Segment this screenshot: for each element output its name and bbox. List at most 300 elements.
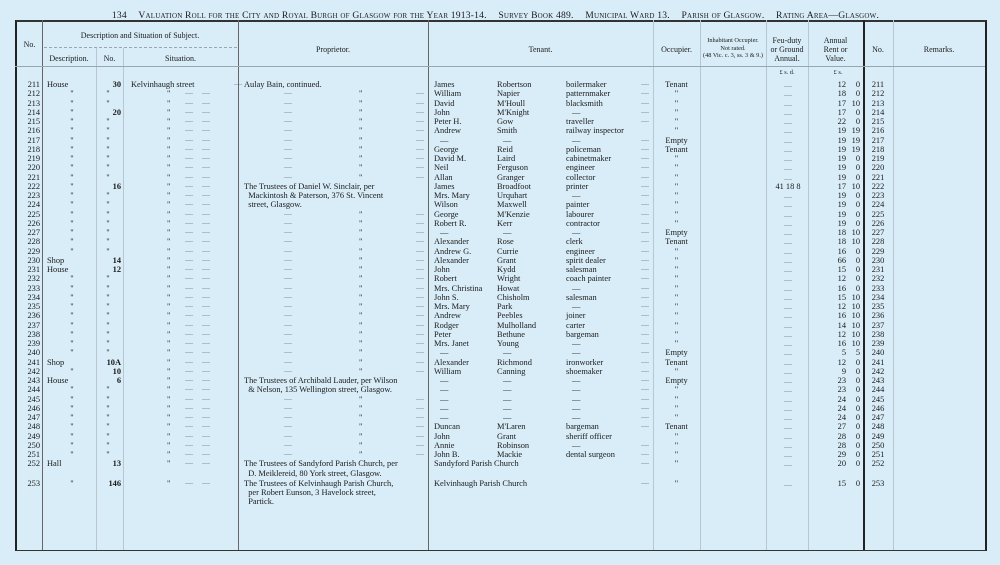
table-row xyxy=(15,302,985,311)
rent-pounds: 29 xyxy=(837,450,846,459)
situation-text: " xyxy=(167,135,171,145)
entry-number-right: 223 xyxy=(871,191,885,200)
situation-text: " xyxy=(167,348,171,358)
proprietor-text: " xyxy=(359,265,363,274)
occupier: " xyxy=(674,366,679,376)
entry-number-right: 217 xyxy=(871,135,885,145)
feu-duty-blank: ․․․․ xyxy=(783,360,793,367)
tenant-surname: Broadfoot xyxy=(497,181,531,191)
rent-pounds: 17 xyxy=(837,107,846,117)
tenant-occupation: — ․․․․ xyxy=(566,191,652,200)
rent-pounds: 16 xyxy=(837,283,846,293)
tenant-occupation: shoemaker ․․․․ xyxy=(566,367,646,376)
occupier: Tenant xyxy=(665,357,688,367)
rating-area: Rating Area—Glasgow. xyxy=(776,10,880,21)
tenant-occupation: policeman ․․․․ xyxy=(566,145,646,154)
entry-number: 240 xyxy=(27,348,40,358)
proprietor: The Trustees of Daniel W. Sinclair, per xyxy=(244,181,375,191)
feu-duty-blank: ․․․․ xyxy=(783,388,793,395)
proprietor: per Robert Eunson, 3 Havelock street, xyxy=(244,488,376,497)
street-number: " xyxy=(106,218,110,228)
table-row xyxy=(15,136,985,145)
entry-number-right: 211 xyxy=(871,80,885,89)
entry-number-right: 250 xyxy=(871,440,885,450)
description: " xyxy=(70,292,74,302)
rent-pounds: 24 xyxy=(837,403,846,413)
rent-shillings: 0 xyxy=(855,163,860,173)
tenant-forename: Andrew xyxy=(434,126,461,136)
rent-pounds: 14 xyxy=(837,320,846,330)
feu-duty-blank: ․․․․ xyxy=(783,351,793,358)
description: " xyxy=(70,394,74,404)
occupier: Tenant xyxy=(665,237,688,247)
rent-pounds: 22 xyxy=(837,117,846,126)
occupier: " xyxy=(674,117,679,126)
tenant-forename: Peter H. xyxy=(434,117,462,126)
occupier: " xyxy=(674,450,679,459)
tenant-forename: William xyxy=(434,366,462,376)
rent-pounds: 18 xyxy=(837,237,846,247)
rent-pounds: 19 xyxy=(837,144,846,154)
table-row xyxy=(15,117,985,126)
tenant-forename: Rodger xyxy=(434,320,459,330)
street-number: " xyxy=(106,283,110,293)
tenant-surname: — xyxy=(503,348,512,358)
situation-text: " xyxy=(167,181,171,191)
tenant-occupation: patternmaker ․․․․ xyxy=(566,89,646,98)
situation-text: " xyxy=(167,376,171,385)
situation-text: " xyxy=(167,163,171,173)
situation-text: " xyxy=(167,274,171,284)
situation-text: " xyxy=(167,237,171,247)
rent-shillings: 10 xyxy=(851,311,860,321)
tenant-occupation: — ․․․․ xyxy=(566,348,652,357)
entry-number: 251 xyxy=(27,450,40,459)
occupier: " xyxy=(674,339,679,348)
col-no: No. xyxy=(23,40,36,49)
entry-number: 252 xyxy=(27,459,40,469)
situation-text: " xyxy=(167,357,171,367)
tenant-forename: Alexander xyxy=(434,357,469,367)
street-number: 6 xyxy=(116,376,121,385)
entry-number: 225 xyxy=(27,209,40,219)
description: " xyxy=(70,98,74,108)
table-row xyxy=(15,163,985,172)
entry-number: 244 xyxy=(27,385,40,395)
street-number: " xyxy=(106,311,110,321)
table-row xyxy=(15,274,985,283)
street-number: " xyxy=(106,246,110,256)
feu-duty-blank: ․․․․ xyxy=(783,83,793,89)
proprietor-text: " xyxy=(359,366,363,376)
table-row xyxy=(15,191,985,200)
tenant-forename: — xyxy=(440,376,449,385)
tenant-forename: Allan xyxy=(434,172,453,182)
occupier: " xyxy=(674,403,679,413)
table-row xyxy=(15,247,985,256)
col-inhabitant-line: Not rated. xyxy=(720,44,746,52)
occupier: " xyxy=(674,107,679,117)
description: " xyxy=(70,163,74,173)
rent-shillings: 0 xyxy=(855,478,860,488)
col-feu-duty xyxy=(766,36,808,63)
proprietor-text: " xyxy=(359,237,363,247)
table-row xyxy=(15,488,985,497)
description: " xyxy=(70,440,74,450)
street-number: 10 xyxy=(112,366,121,376)
col-annual-rent xyxy=(808,36,863,63)
tenant-surname: — xyxy=(503,403,512,413)
proprietor-text: " xyxy=(359,209,363,219)
street-number: " xyxy=(106,172,110,182)
feu-duty-blank: ․․․․ xyxy=(783,379,793,385)
tenant-surname: Kerr xyxy=(497,218,513,228)
table-row xyxy=(15,376,985,385)
tenant-surname: Mulholland xyxy=(497,320,537,330)
table-row xyxy=(15,339,985,348)
rent-pounds: 23 xyxy=(837,385,846,395)
table-row xyxy=(15,497,985,506)
tenant-surname: Ferguson xyxy=(497,163,529,173)
rent-shillings: 0 xyxy=(855,107,860,117)
tenant-surname: Mackie xyxy=(497,450,523,459)
proprietor-text: " xyxy=(359,107,363,117)
description: " xyxy=(70,246,74,256)
tenant-forename: Mrs. Mary xyxy=(434,191,470,200)
tenant-occupation: blacksmith ․․․․ xyxy=(566,99,646,108)
table-row xyxy=(15,311,985,320)
rent-pounds: 28 xyxy=(837,440,846,450)
entry-number-right: 252 xyxy=(871,459,885,469)
situation-text: " xyxy=(167,209,171,219)
rent-pounds: 9 xyxy=(841,366,846,376)
table-row xyxy=(15,358,985,367)
situation-text: " xyxy=(167,320,171,330)
tenant-forename: Mrs. Janet xyxy=(434,339,469,348)
entry-number-right: 247 xyxy=(871,413,885,422)
situation-text: " xyxy=(167,191,171,200)
rent-shillings: 0 xyxy=(855,459,860,469)
tenant-occupation: dental surgeon ․․․․ xyxy=(566,450,646,459)
occupier: " xyxy=(674,98,679,108)
rent-pounds: 27 xyxy=(837,422,846,432)
subheader-rule xyxy=(44,47,237,48)
tenant-surname: Chisholm xyxy=(497,292,530,302)
col-remarks: Remarks. xyxy=(923,45,955,54)
rent-pounds: 23 xyxy=(837,376,846,385)
col-inhabitant-line: Inhabitant Occupier. xyxy=(707,37,759,44)
tenant-surname: Bethune xyxy=(497,329,525,339)
rent-pounds: 18 xyxy=(837,89,846,99)
street-number: 10A xyxy=(106,357,121,367)
table-row xyxy=(15,432,985,441)
occupier: " xyxy=(674,265,679,274)
street-number: " xyxy=(106,403,110,413)
tenant-surname: Young xyxy=(497,339,519,348)
description: " xyxy=(70,117,74,126)
occupier: Tenant xyxy=(665,144,688,154)
entry-number-right: 215 xyxy=(871,117,885,126)
entry-number-right: 238 xyxy=(871,329,885,339)
description: " xyxy=(70,450,74,459)
feu-duty-blank: ․․․․ xyxy=(783,175,793,182)
tenant-occupation: sheriff officer xyxy=(566,431,612,441)
tenant-forename: Mrs. Christina xyxy=(434,283,483,293)
entry-number: 233 xyxy=(27,283,40,293)
feu-duty-blank: ․․․․ xyxy=(783,277,793,284)
description: " xyxy=(70,366,74,376)
tenant-surname: — xyxy=(503,413,512,422)
col-proprietor: Proprietor. xyxy=(316,45,350,54)
street-number: " xyxy=(106,320,110,330)
description: " xyxy=(70,274,74,284)
feu-duty-blank: ․․․․ xyxy=(783,147,793,154)
tenant-surname: M'Knight xyxy=(497,107,530,117)
occupier: " xyxy=(674,274,679,284)
occupier: " xyxy=(674,200,679,210)
tenant-forename: Robert R. xyxy=(434,218,467,228)
proprietor-text: " xyxy=(359,218,363,228)
street-number: " xyxy=(106,348,110,358)
street-number: " xyxy=(106,209,110,219)
rent-shillings: 0 xyxy=(855,117,860,126)
rent-shillings: 0 xyxy=(855,274,860,284)
rent-pounds: 19 xyxy=(837,191,846,200)
tenant-occupation: ironworker ․․․․ xyxy=(566,358,646,367)
header-rule xyxy=(15,66,985,67)
tenant-occupation: — ․․․․ xyxy=(566,108,652,117)
rent-pounds: 12 xyxy=(837,274,846,284)
feu-duty: 41 18 8 xyxy=(775,181,801,191)
entry-number: 237 xyxy=(27,320,40,330)
entry-number: 247 xyxy=(27,413,40,422)
street-number: " xyxy=(106,339,110,348)
entry-number: 234 xyxy=(27,292,40,302)
situation-text: " xyxy=(167,431,171,441)
feu-duty-blank: ․․․․ xyxy=(783,295,793,302)
rent-shillings: 10 xyxy=(851,320,860,330)
proprietor-text: " xyxy=(359,172,363,182)
entry-number-right: 251 xyxy=(871,450,885,459)
rent-shillings: 0 xyxy=(855,431,860,441)
rent-units: £ s. xyxy=(833,69,843,76)
tenant-forename: — xyxy=(440,228,449,237)
street-number: 146 xyxy=(108,478,121,488)
tenant-surname: Maxwell xyxy=(497,200,527,210)
table-row xyxy=(15,348,985,357)
proprietor: Aulay Bain, continued. xyxy=(244,80,322,89)
description: " xyxy=(70,329,74,339)
tenant-occupation: — ․․․․ xyxy=(566,302,652,311)
rent-shillings: 0 xyxy=(855,376,860,385)
feu-duty-blank: ․․․․ xyxy=(783,110,793,117)
tenant-occupation: — ․․․․ xyxy=(566,228,652,237)
entry-number-right: 232 xyxy=(871,274,885,284)
tenant-surname: — xyxy=(503,376,512,385)
table-row xyxy=(15,256,985,265)
street-number: " xyxy=(106,163,110,173)
feu-duty-blank: ․․․․ xyxy=(783,314,793,321)
street-number: " xyxy=(106,154,110,163)
situation-text: " xyxy=(167,154,171,163)
feu-duty-blank: ․․․․ xyxy=(783,120,793,126)
situation-text: " xyxy=(167,144,171,154)
feu-duty-blank: ․․․․ xyxy=(783,268,793,274)
entry-number: 221 xyxy=(27,172,40,182)
rent-shillings: 19 xyxy=(851,144,860,154)
rent-pounds: 66 xyxy=(837,255,846,265)
feu-duty-blank: ․․․․ xyxy=(783,194,793,200)
col-rent-line: Rent or xyxy=(823,45,848,54)
feu-duty-blank: ․․․․ xyxy=(783,157,793,163)
rent-shillings: 0 xyxy=(855,394,860,404)
tenant-forename: Wilson xyxy=(434,200,458,210)
rent-shillings: 10 xyxy=(851,237,860,247)
occupier: " xyxy=(674,413,679,422)
col-rent-line: Value. xyxy=(825,54,846,63)
situation-text: " xyxy=(167,440,171,450)
occupier: " xyxy=(674,163,679,173)
tenant-surname: — xyxy=(503,228,512,237)
entry-number-right: 226 xyxy=(871,218,885,228)
proprietor: Mackintosh & Paterson, 376 St. Vincent xyxy=(244,191,384,200)
tenant-surname: Reid xyxy=(497,144,513,154)
entry-number-right: 249 xyxy=(871,431,885,441)
occupier: " xyxy=(674,394,679,404)
rent-shillings: 10 xyxy=(851,339,860,348)
entry-number-right: 231 xyxy=(871,265,885,274)
street-number: " xyxy=(106,450,110,459)
description: Shop xyxy=(47,255,65,265)
proprietor: D. Meiklereid, 80 York street, Glasgow. xyxy=(244,468,382,478)
entry-number: 238 xyxy=(27,329,40,339)
entry-number: 226 xyxy=(27,218,40,228)
situation-text: " xyxy=(167,172,171,182)
entry-number-right: 228 xyxy=(871,237,885,247)
rent-pounds: 28 xyxy=(837,431,846,441)
occupier: " xyxy=(674,329,679,339)
entry-number-right: 230 xyxy=(871,255,885,265)
rent-shillings: 0 xyxy=(855,385,860,395)
table-body xyxy=(15,80,985,507)
feu-duty-blank: ․․․․ xyxy=(783,231,793,237)
tenant-occupation: boilermaker ․․․․ xyxy=(566,80,646,89)
street-number: " xyxy=(106,329,110,339)
occupier: Tenant xyxy=(665,422,688,432)
tenant-surname: M'Houll xyxy=(497,98,526,108)
tenant-surname: Peebles xyxy=(497,311,523,321)
table-row xyxy=(15,441,985,450)
street-number: " xyxy=(106,117,110,126)
description: House xyxy=(47,80,69,89)
table-row xyxy=(15,108,985,117)
feu-duty-blank: ․․․․ xyxy=(783,342,793,348)
description: " xyxy=(70,107,74,117)
situation-text: " xyxy=(167,311,171,321)
tenant-surname: Wright xyxy=(497,274,521,284)
entry-number-right: 240 xyxy=(871,348,885,358)
feu-duty-blank: ․․․․ xyxy=(783,369,793,376)
tenant-surname: Canning xyxy=(497,366,526,376)
entry-number: 230 xyxy=(27,255,40,265)
rent-shillings: 19 xyxy=(851,126,860,136)
rent-shillings: 0 xyxy=(855,218,860,228)
situation-text: " xyxy=(167,126,171,136)
situation-text: " xyxy=(167,265,171,274)
situation-text: " xyxy=(167,478,171,488)
table-row xyxy=(15,126,985,135)
rent-shillings: 10 xyxy=(851,292,860,302)
proprietor-text: " xyxy=(359,431,363,441)
tenant-forename: John xyxy=(434,107,450,117)
description: " xyxy=(70,191,74,200)
proprietor-text: " xyxy=(359,154,363,163)
rent-pounds: 24 xyxy=(837,394,846,404)
street-number: 13 xyxy=(112,459,121,469)
tenant-surname: Grant xyxy=(497,255,517,265)
tenant-forename: — xyxy=(440,394,449,404)
tenant-surname: Grant xyxy=(497,431,517,441)
table-row xyxy=(15,450,985,459)
rent-shillings: 10 xyxy=(851,181,860,191)
proprietor-text: " xyxy=(359,329,363,339)
feu-duty-blank: ․․․․ xyxy=(783,453,793,459)
occupier: " xyxy=(674,478,679,488)
rent-pounds: 24 xyxy=(837,413,846,422)
table-row xyxy=(15,89,985,98)
occupier: " xyxy=(674,302,679,311)
entry-number: 241 xyxy=(27,357,40,367)
tenant-occupation: bargeman ․․․․ xyxy=(566,422,646,431)
entry-number-right: 243 xyxy=(871,376,885,385)
entry-number-right: 212 xyxy=(871,89,885,99)
tenant-forename: John xyxy=(434,265,450,274)
rent-pounds: 20 xyxy=(837,459,846,469)
entry-number: 239 xyxy=(27,339,40,348)
occupier: " xyxy=(674,181,679,191)
rent-shillings: 0 xyxy=(855,283,860,293)
tenant-occupation: — ․․․․ xyxy=(566,339,652,348)
rent-shillings: 19 xyxy=(851,135,860,145)
proprietor-text: " xyxy=(359,413,363,422)
occupier: Empty xyxy=(665,348,688,358)
feu-duty-blank: ․․․․ xyxy=(783,286,793,293)
rent-shillings: 0 xyxy=(855,200,860,210)
entry-number: 245 xyxy=(27,394,40,404)
street-number: " xyxy=(106,126,110,136)
table-row xyxy=(15,367,985,376)
tenant-occupation: — ․․․․ xyxy=(566,413,652,422)
tenant-forename: — xyxy=(440,403,449,413)
description: " xyxy=(70,283,74,293)
tenant-surname: Richmond xyxy=(497,357,532,367)
street-number: " xyxy=(106,413,110,422)
proprietor-text: " xyxy=(359,422,363,432)
proprietor-text: " xyxy=(359,311,363,321)
tenant-forename: — xyxy=(440,413,449,422)
tenant-name: Sandyford Parish Church xyxy=(434,459,519,469)
tenant-surname: Rose xyxy=(497,237,514,247)
situation-text: " xyxy=(167,339,171,348)
entry-number: 227 xyxy=(27,228,40,237)
feu-duty-blank: ․․․․ xyxy=(783,323,793,330)
street-number: " xyxy=(106,274,110,284)
proprietor-text: " xyxy=(359,98,363,108)
entry-number: 232 xyxy=(27,274,40,284)
description: " xyxy=(70,320,74,330)
situation-text: " xyxy=(167,459,171,469)
situation-text: " xyxy=(167,422,171,432)
